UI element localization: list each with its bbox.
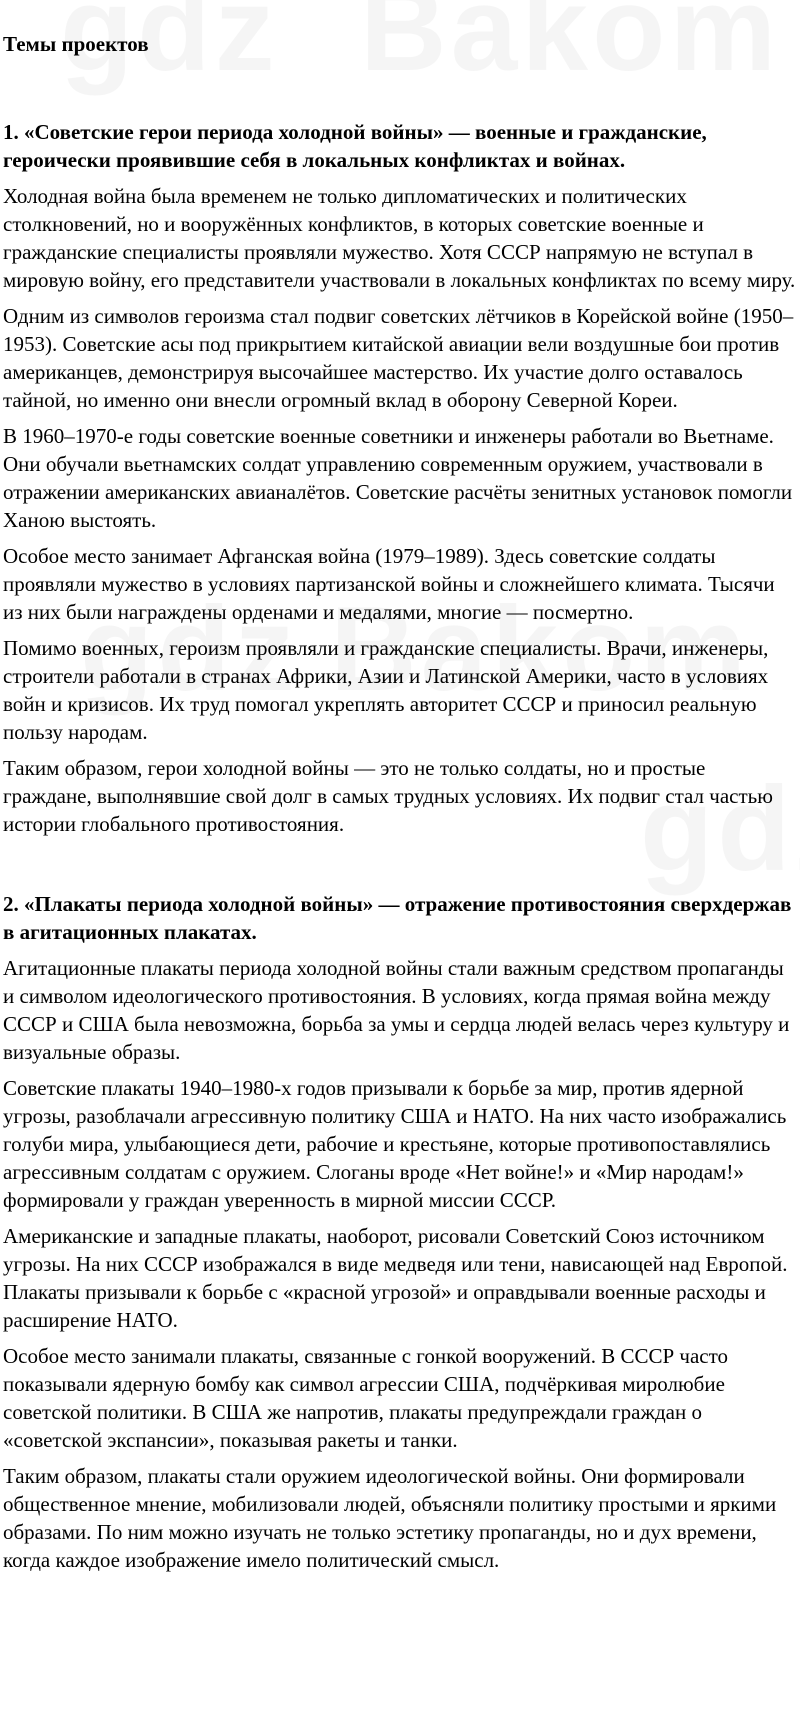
paragraph: Таким образом, плакаты стали оружием идеологической войны. Они формировали общественное мнение, мобилизовали людей, объясняли политику простыми и яркими образами. По ним можно изучать не только эстетику пропаганды, но и дух времени, когда каждое изображение имело политический смысл. xyxy=(3,1464,777,1572)
paragraph: Советские плакаты 1940–1980-х годов призывали к борьбе за мир, против ядерной угрозы, разоблачали агрессивную политику США и НАТО. На них часто изображались голуби мира, улыбающиеся дети, рабочие и крестьяне, которые противопоставлялись агрессивным солдатам с оружием. Слоганы вроде «Нет войне!» и «Мир народам!» формировали у граждан уверенность в мирной миссии СССР. xyxy=(3,1076,787,1212)
paragraph: Американские и западные плакаты, наоборот, рисовали Советский Союз источником угрозы. На них СССР изображался в виде медведя или тени, нависающей над Европой. Плакаты призывали к борьбе с «красной угрозой» и оправдывали военные расходы и расширение НАТО. xyxy=(3,1224,788,1332)
paragraph: Помимо военных, героизм проявляли и гражданские специалисты. Врачи, инженеры, строители работали в странах Африки, Азии и Латинской Америки, часто в условиях войн и кризисов. Их труд помогал укреплять авторитет СССР и приносил реальную пользу народам. xyxy=(3,636,769,744)
page-heading: Темы проектов xyxy=(3,32,149,56)
section-title: 2. «Плакаты периода холодной войны» — отражение противостояния сверхдержав в агитационных плакатах. xyxy=(3,892,792,944)
paragraph: Агитационные плакаты периода холодной войны стали важным средством пропаганды и символом идеологического противостояния. В условиях, когда прямая война между СССР и США была невозможна, борьба за умы и сердца людей велась через культуру и визуальные образы. xyxy=(3,956,790,1064)
paragraph: Особое место занимает Афганская война (1979–1989). Здесь советские солдаты проявляли мужество в условиях партизанской войны и сложнейшего климата. Тысячи из них были награждены орденами и медалями, многие — посмертно. xyxy=(3,544,775,624)
section-title: 1. «Советские герои периода холодной войны» — военные и гражданские, героически проявившие себя в локальных конфликтах и войнах. xyxy=(3,120,707,172)
section-heroes xyxy=(3,118,799,838)
paragraph: Холодная война была временем не только дипломатических и политических столкновений, но и вооружённых конфликтов, в которых советские военные и гражданские специалисты проявляли мужество. Хотя СССР напрямую не вступал в мировую войну, его представители участвовали в локальных конфликтах по всему миру. xyxy=(3,184,796,292)
section-posters xyxy=(3,890,799,1574)
document xyxy=(3,0,799,1574)
paragraph: В 1960–1970-е годы советские военные советники и инженеры работали во Вьетнаме. Они обучали вьетнамских солдат управлению современным оружием, участвовали в отражении американских авианалётов. Советские расчёты зенитных установок помогли Ханою выстоять. xyxy=(3,424,793,532)
paragraph: Таким образом, герои холодной войны — это не только солдаты, но и простые граждане, выполнявшие свой долг в самых трудных условиях. Их подвиг стал частью истории глобального противостояния. xyxy=(3,756,773,836)
paragraph: Одним из символов героизма стал подвиг советских лётчиков в Корейской войне (1950–1953). Советские асы под прикрытием китайской авиации вели воздушные бои против американцев, демонстрируя высочайшее мастерство. Их участие долго оставалось тайной, но именно они внесли огромный вклад в оборону Северной Кореи. xyxy=(3,304,794,412)
paragraph: Особое место занимали плакаты, связанные с гонкой вооружений. В СССР часто показывали ядерную бомбу как символ агрессии США, подчёркивая миролюбие советской политики. В США же напротив, плакаты предупреждали граждан о «советской экспансии», показывая ракеты и танки. xyxy=(3,1344,729,1452)
